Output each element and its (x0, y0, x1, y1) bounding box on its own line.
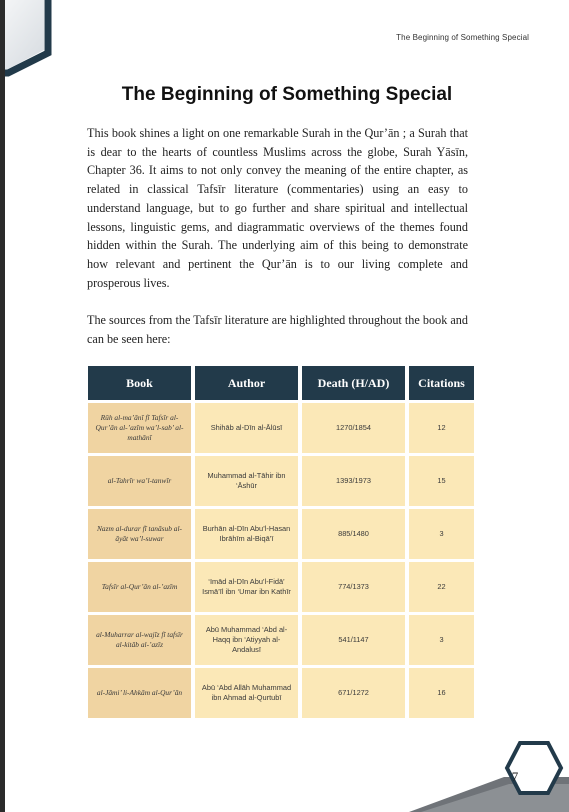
sources-table (84, 363, 478, 721)
column-header-death: Death (H/AD) (302, 366, 405, 400)
column-header-citations: Citations (409, 366, 474, 400)
running-header: The Beginning of Something Special (396, 33, 529, 42)
table-header-row (88, 366, 474, 400)
table-row (88, 456, 474, 506)
author-cell: Muhammad al-Tāhir ibn ‘Āshūr (195, 456, 298, 506)
corner-hexagon-ornament (5, 0, 58, 77)
column-header-author: Author (195, 366, 298, 400)
author-cell: Burhān al-Dīn Abu’l-Hasan Ibrāhīm al-Biqā’ī (195, 509, 298, 559)
table-row (88, 509, 474, 559)
author-cell: Abū ‘Abd Allāh Muhammad ibn Ahmad al-Qurtubī (195, 668, 298, 718)
citations-cell: 15 (409, 456, 474, 506)
death-cell: 885/1480 (302, 509, 405, 559)
death-cell: 671/1272 (302, 668, 405, 718)
table-row (88, 668, 474, 718)
book-cell: Tafsīr al-Qur’ān al-’azīm (88, 562, 191, 612)
page-title: The Beginning of Something Special (121, 84, 453, 105)
corner-hexagon-page-badge (409, 732, 569, 812)
death-cell: 541/1147 (302, 615, 405, 665)
book-cell: al-Tahrīr wa’l-tanwīr (88, 456, 191, 506)
table-row (88, 562, 474, 612)
book-page (5, 0, 569, 812)
sources-paragraph: The sources from the Tafsīr literature are highlighted throughout the book and can be seen here: (87, 313, 468, 346)
citations-cell: 16 (409, 668, 474, 718)
book-cell: Nazm al-durar fī tanāsub al-āyāt wa’l-suwar (88, 509, 191, 559)
citations-cell: 12 (409, 403, 474, 453)
citations-cell: 3 (409, 615, 474, 665)
author-cell: Shihāb al-Dīn al-Ālūsī (195, 403, 298, 453)
column-header-book: Book (88, 366, 191, 400)
page-number: 7 (511, 769, 519, 784)
book-cell: Rūh al-ma’ānī fī Tafsīr al-Qur’ān al-’azīm wa’l-sab’ al-mathānī (88, 403, 191, 453)
book-cell: al-Muharrar al-wajīz fī tafsīr al-kitāb al-’azīz (88, 615, 191, 665)
death-cell: 1393/1973 (302, 456, 405, 506)
book-cell: al-Jāmi’ li-Ahkām al-Qur’ān (88, 668, 191, 718)
citations-cell: 22 (409, 562, 474, 612)
table-row (88, 615, 474, 665)
author-cell: Abū Muhammad ‘Abd al-Haqq ibn ‘Atiyyah al-Andalusī (195, 615, 298, 665)
death-cell: 774/1373 (302, 562, 405, 612)
citations-cell: 3 (409, 509, 474, 559)
death-cell: 1270/1854 (302, 403, 405, 453)
intro-paragraph: This book shines a light on one remarkable Surah in the Qur’ān ; a Surah that is dear to the hearts of countless Muslims across the globe, Surah Yāsīn, Chapter 36. It aims to not only convey the meaning of the entire chapter, as related in classical Tafsīr literature (commentaries) using an easy to understand language, but to go further and share spiritual and intellectual lessons, linguistic gems, and diagrammatic overviews of the themes found hidden within the Surah. The underlying aim of this being to demonstrate how relevant and pertinent the Qur’ān is to our living complete and prosperous lives. (87, 126, 468, 290)
author-cell: ‘Imād al-Dīn Abu’l-Fidā’ Ismā’īl ibn ‘Umar ibn Kathīr (195, 562, 298, 612)
table-row (88, 403, 474, 453)
